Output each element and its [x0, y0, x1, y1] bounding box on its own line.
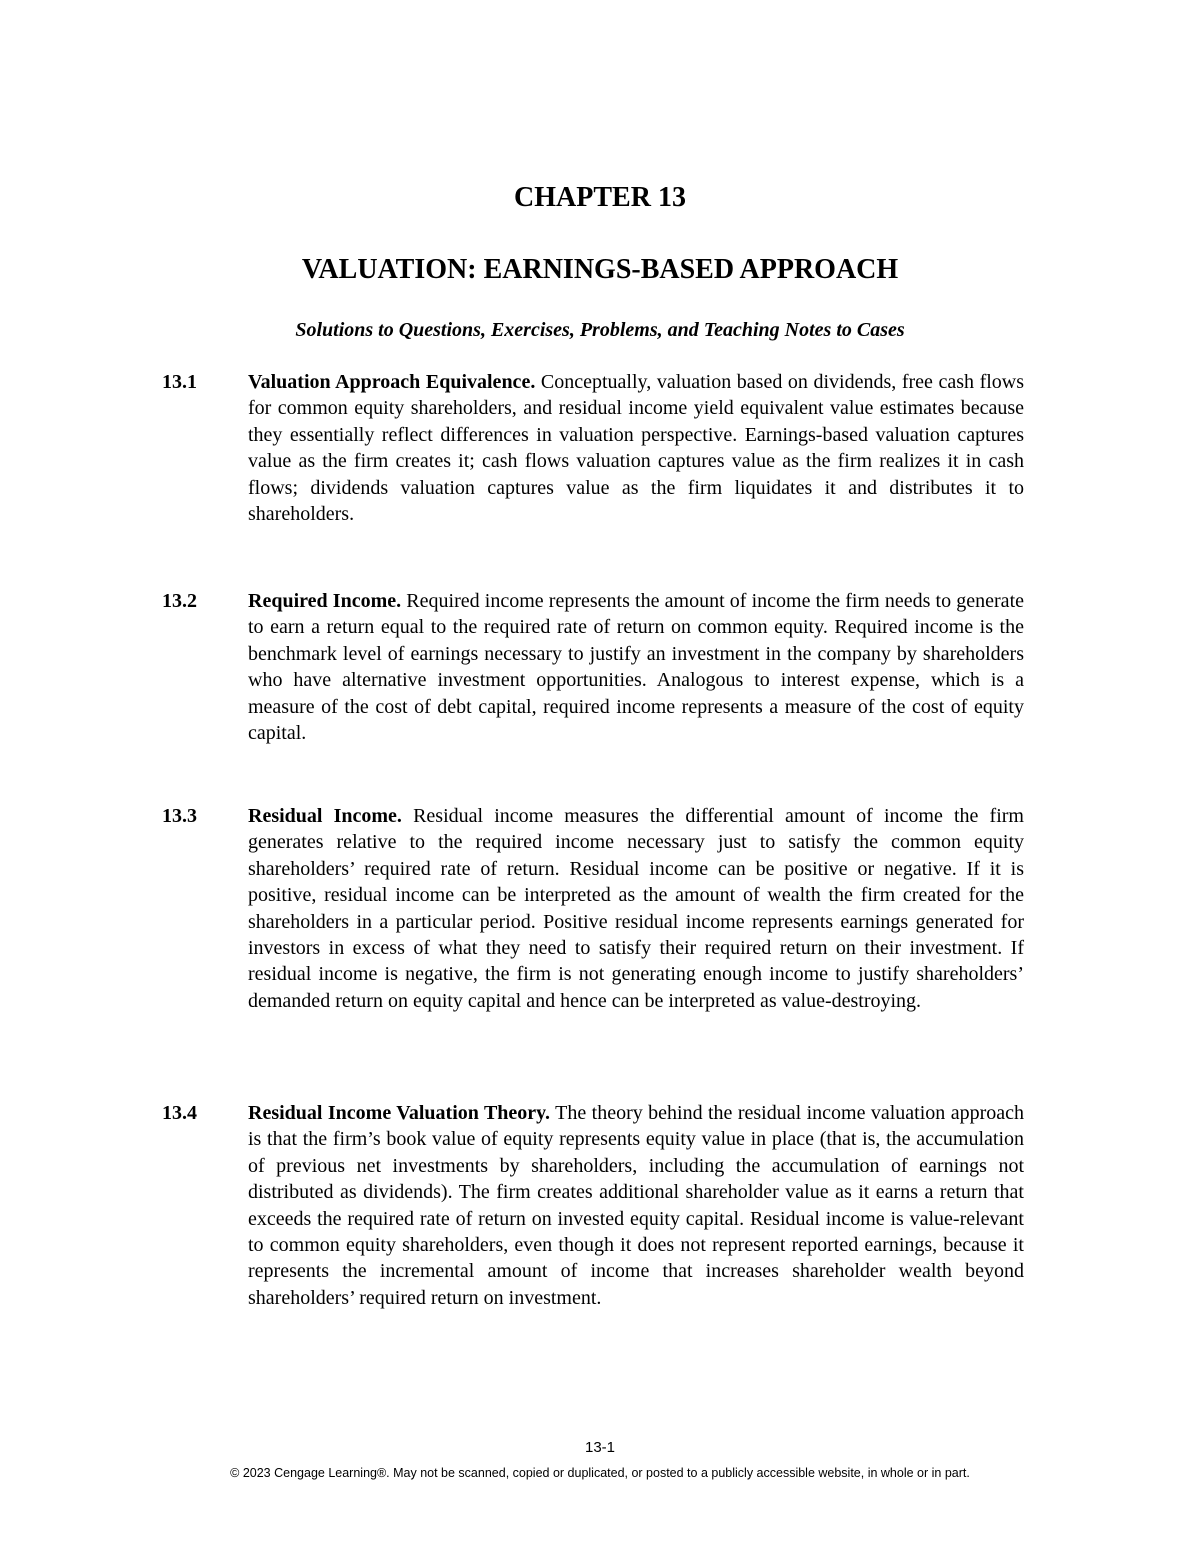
item-heading: Residual Income. [248, 805, 402, 827]
page-number: 13-1 [584, 1439, 616, 1456]
item-heading: Required Income. [248, 590, 402, 612]
item-body [248, 1100, 1024, 1311]
solution-item-13-1 [162, 369, 1024, 527]
item-text: The theory behind the residual income valuation approach is that the firm’s book value of equity represents equity value in place (that is, the accumulation of previous net investments by shareholders, including the accumulation of earnings not distributed as dividends). The firm creates additional shareholder value as it earns a return that exceeds the required rate of return on invested equity capital. Residual income is value-relevant to common equity shareholders, even though it does not represent reported earnings, because it represents the incremental amount of income that increases shareholder wealth beyond shareholders’ required return on investment. [248, 1102, 1024, 1309]
chapter-title: VALUATION: EARNINGS-BASED APPROACH [301, 254, 899, 285]
item-number: 13.3 [162, 805, 197, 827]
item-body [248, 803, 1024, 1014]
item-text: Conceptually, valuation based on dividends, free cash flows for common equity shareholders, and residual income yield equivalent value estimates because they essentially reflect differences in valuation perspective. Earnings-based valuation captures value as the firm creates it; cash flows valuation captures value as the firm realizes it in cash flows; dividends valuation captures value as the firm liquidates it and distributes it to shareholders. [248, 371, 1025, 526]
item-text: Required income represents the amount of income the firm needs to generate to earn a return equal to the required rate of return on common equity. Required income is the benchmark level of earnings necessary to justify an investment in the company by shareholders who have alternative investment opportunities. Analogous to interest expense, which is a measure of the cost of debt capital, required income represents a measure of the cost of equity capital. [248, 590, 1024, 745]
solution-item-13-4 [162, 1100, 1024, 1311]
item-text: Residual income measures the differential amount of income the firm generates relative to the required income necessary just to satisfy the common equity shareholders’ required rate of return. Residual income can be positive or negative. If it is positive, residual income can be interpreted as the amount of wealth the firm created for the shareholders in a particular period. Positive residual income represents earnings generated for investors in excess of what they need to satisfy their required return on their investment. If residual income is negative, the firm is not generating enough income to justify shareholders’ demanded return on equity capital and hence can be interpreted as value-destroying. [248, 805, 1024, 1012]
item-body [248, 369, 1024, 527]
solution-item-13-3 [162, 803, 1024, 1014]
copyright-notice: © 2023 Cengage Learning®. May not be scanned, copied or duplicated, or posted to a publicly accessible website, in whole or in part. [230, 1466, 970, 1480]
item-number: 13.1 [162, 371, 197, 393]
item-heading: Valuation Approach Equivalence. [248, 371, 536, 393]
item-body [248, 588, 1024, 746]
item-heading: Residual Income Valuation Theory. [248, 1102, 551, 1124]
chapter-heading: CHAPTER 13 [514, 182, 686, 213]
solution-item-13-2 [162, 588, 1024, 746]
item-number: 13.4 [162, 1102, 197, 1124]
chapter-subtitle: Solutions to Questions, Exercises, Problems, and Teaching Notes to Cases [295, 319, 905, 341]
item-number: 13.2 [162, 590, 197, 612]
